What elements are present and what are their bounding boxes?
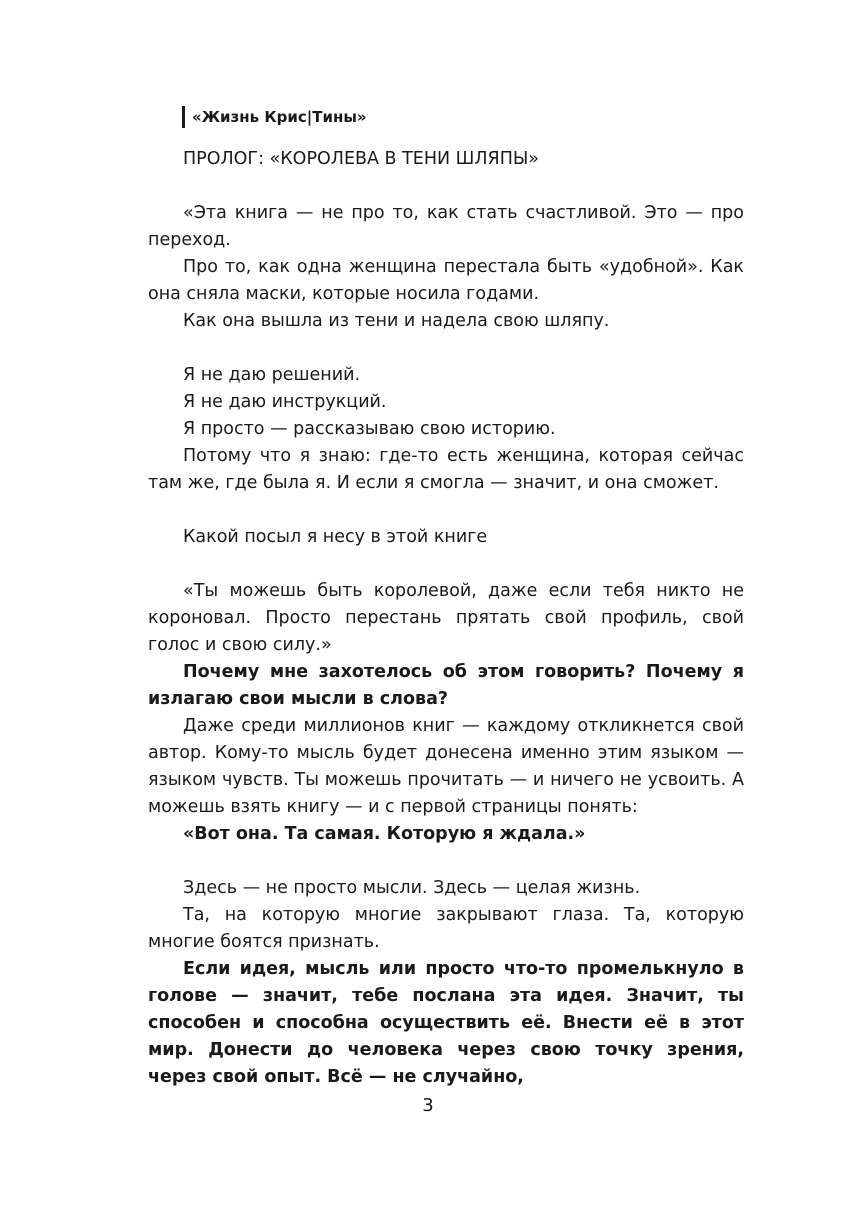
bold-paragraph: Если идея, мысль или просто что-то промелькнуло в голове — значит, тебе послана эта идея. Значит, ты способен и способна осуществить её. Внести её в этот мир. Донести до человека через свою точку зрения, через свой опыт. Всё — не случайно, xyxy=(148,959,744,1087)
page-number: 3 xyxy=(422,1095,434,1116)
paragraph: Здесь — не просто мысли. Здесь — целая жизнь. xyxy=(183,878,641,898)
paragraph: Даже среди миллионов книг — каждому откликнется свой автор. Кому-то мысль будет донесена именно этим языком — языком чувств. Ты можешь прочитать — и ничего не усвоить. А можешь взять книгу — и с первой страницы понять: xyxy=(148,716,744,817)
paragraph: Про то, как одна женщина перестала быть «удобной». Как она сняла маски, которые носила годами. xyxy=(148,257,744,304)
paragraph: Я просто — рассказываю свою историю. xyxy=(183,419,556,439)
chapter-title: ПРОЛОГ: «КОРОЛЕВА В ТЕНИ ШЛЯПЫ» xyxy=(183,149,540,169)
quote-paragraph: «Ты можешь быть королевой, даже если тебя никто не короновал. Просто перестань прятать свой профиль, свой голос и свою силу.» xyxy=(148,581,744,655)
paragraph: «Эта книга — не про то, как стать счастливой. Это — про переход. xyxy=(148,203,744,250)
bold-quote: «Вот она. Та самая. Которую я ждала.» xyxy=(183,824,586,844)
paragraph: Потому что я знаю: где-то есть женщина, которая сейчас там же, где была я. И если я смогла — значит, и она сможет. xyxy=(148,446,744,493)
paragraph: Я не даю решений. xyxy=(183,365,361,385)
running-header: «Жизнь Крис|Тины» xyxy=(182,106,367,128)
paragraph: Та, на которую многие закрывают глаза. Та, которую многие боятся признать. xyxy=(148,905,744,952)
section-subheading: Какой посыл я несу в этой книге xyxy=(183,527,488,547)
paragraph: Я не даю инструкций. xyxy=(183,392,387,412)
bold-paragraph: Почему мне захотелось об этом говорить? Почему я излагаю свои мысли в слова? xyxy=(148,662,744,709)
body-text xyxy=(148,146,744,1091)
paragraph: Как она вышла из тени и надела свою шляпу. xyxy=(183,311,610,331)
